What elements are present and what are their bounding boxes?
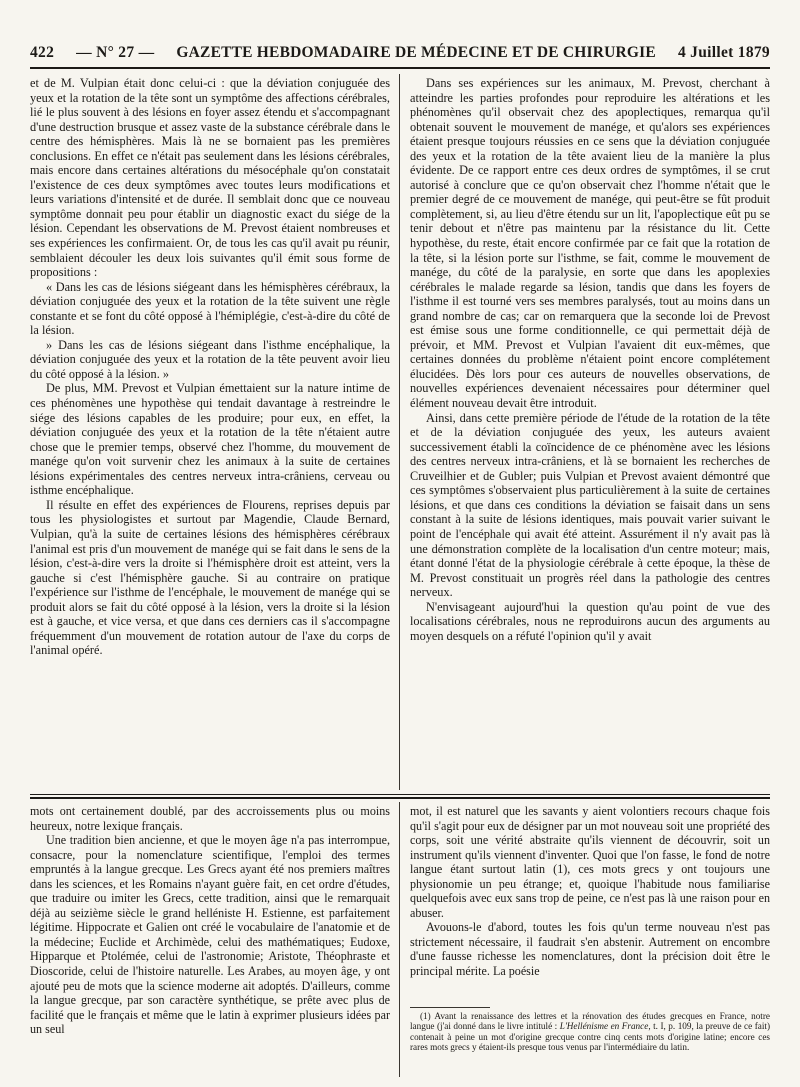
running-header xyxy=(30,44,770,64)
header-rule xyxy=(30,67,770,69)
upper-right-column xyxy=(410,76,770,788)
journal-title: GAZETTE HEBDOMADAIRE DE MÉDECINE ET DE CHIRURGIE xyxy=(176,44,656,61)
paragraph: mot, il est naturel que les savants y aient volontiers recours chaque fois qu'il s'agit pour eux de désigner par un mot nouveau soit une propriété des corps, soit une vérité abstraite qu'ils viennent de découvrir, soit un instrument qu'ils viennent d'inventer. Quoi que l'on fasse, le fond de notre langue étant surtout latin (1), ces mots grecs y ont toujours une physionomie un peu étrange; et, quoique l'habitude nous familiarise quelquefois avec eux sans trop de peine, ce n'est pas là une raison pour en abuser. xyxy=(410,804,770,920)
paragraph: Il résulte en effet des expériences de Flourens, reprises depuis par tous les physiologistes et surtout par Magendie, Claude Bernard, Vulpian, qu'à la suite de certaines lésions des hémisphères cérébraux l'animal est pris d'un mouvement de manége qui se fait dans le sens de la lésion, c'est-à-dire vers la droite si l'hémisphère droit est atteint, vers la gauche si c'est l'hémisphère gauche. Si au contraire on pratique l'expérience sur l'isthme de l'encéphale, le mouvement de manége qui se produit alors se fait du côté opposé à la lésion, vers la droite si la lésion est à gauche, et vice versa, et que dans ces derniers cas il s'accompagne fréquemment d'un mouvement de rotation autour de l'axe du corps de l'animal opéré. xyxy=(30,497,390,658)
feuilleton-rule-double xyxy=(30,797,770,799)
paragraph: et de M. Vulpian était donc celui-ci : que la déviation conjuguée des yeux et la rotation de la tête sont un symptôme des affections cérébrales, lié le plus souvent à des lésions en foyer assez étendu et s'accompagnant d'une destruction brusque et assez vaste de la substance cérébrale dans le centre des hémisphères. Mais là ne se bornaient pas les premières conclusions. En effet ce n'était pas seulement dans les lésions cérébrales, mais encore dans certaines altérations du mésocéphale qu'on constatait l'existence de ces deux symptômes avec toutes leurs modifications et leurs variations d'intensité et de durée. Il semblait donc que ce nouveau symptôme donnait peu pour établir un diagnostic exact du siége de la lésion. Cependant les observations de M. Prevost étaient nombreuses et ses expériences les confirmaient. Or, de tous les cas qu'il avait pu réunir, semblaient découler les deux lois suivantes qu'il émit sous forme de propositions : xyxy=(30,76,390,280)
paragraph: « Dans les cas de lésions siégeant dans les hémisphères cérébraux, la déviation conjuguée des yeux et la rotation de la tête suivent une règle constante et se font du côté opposé à l'hémiplégie, c'est-à-dire du côté de la lésion. xyxy=(30,279,390,338)
footnote-text-before: (1) Avant la renaissance des lettres et la rénovation des études grecques en France, notre langue (j'ai donné dans le livre intitulé : xyxy=(410,1011,770,1032)
footnote-text-after: , t. I, p. 109, la preuve de ce fait) contenait à peine un mot d'origine grecque contre cinq cents mots d'origine latine; encore ces rares mots grecs y étaient-ils presque tous venus par l'intermédiaire du latin. xyxy=(410,1021,770,1053)
footnote-book-title: L'Hellénisme en France xyxy=(559,1021,649,1032)
lower-right-column xyxy=(410,804,770,1004)
paragraph: De plus, MM. Prevost et Vulpian émettaient sur la nature intime de ces phénomènes une hypothèse qui tendait davantage à restreindre le siége des lésions capables de les produire; pour eux, en effet, la déviation conjuguée des yeux et la rotation de la tête n'étaient autre chose que le premier temps, observé chez l'homme, du mouvement de manége qu'on voit survenir chez les animaux à la suite de certaines lésions expérimentales des centres nerveux intra-crâniens, cerveau ou isthme encéphalique. xyxy=(30,381,390,498)
issue-date: 4 Juillet 1879 xyxy=(677,44,770,61)
page-number: 422 xyxy=(30,44,55,61)
paragraph: » Dans les cas de lésions siégeant dans l'isthme encéphalique, la déviation conjuguée des yeux et la rotation de la tête peuvent avoir lieu du côté opposé à la lésion. » xyxy=(30,337,390,381)
footnote-text xyxy=(410,1011,770,1053)
footnote xyxy=(410,1011,770,1075)
footnote-rule xyxy=(410,1007,490,1008)
column-separator xyxy=(399,74,400,790)
column-separator xyxy=(399,802,400,1077)
paragraph: Avouons-le d'abord, toutes les fois qu'un terme nouveau n'est pas strictement nécessaire, il faudrait s'en abstenir. Autrement on encombre d'une fausse richesse les nomenclatures, dont la précision doit être le principal mérite. La poésie xyxy=(410,920,770,979)
paragraph: mots ont certainement doublé, par des accroissements plus ou moins heureux, notre lexique français. xyxy=(30,804,390,833)
paragraph: Ainsi, dans cette première période de l'étude de la rotation de la tête et de la déviation conjuguée des yeux, les auteurs avaient successivement établi la coïncidence de ce phénomène avec les lésions des centres nerveux intra-crâniens, et là se bornaient les recherches de Cruveilhier et de Gubler; puis Vulpian et Prevost avaient démontré que ces symptômes s'observaient plus particulièrement à la suite de certaines lésions, et que dans ces conditions la déviation se faisait dans un sens constant à la suite de lésions identiques, mais pouvait varier suivant le point de l'encéphale qui avait été atteint. Assurément il n'y avait pas là une démonstration complète de la localisation d'un centre moteur; mais, étant donné l'état de la physiologie cérébrale à cette époque, la thèse de M. Prevost constituait un progrès réel dans la pathologie des centres nerveux. xyxy=(410,410,770,600)
paragraph: N'envisageant aujourd'hui la question qu'au point de vue des localisations cérébrales, nous ne reproduirons aucun des arguments au moyen desquels on a réfuté l'opinion qu'il y avait xyxy=(410,599,770,643)
lower-left-column xyxy=(30,804,390,1072)
upper-left-column xyxy=(30,76,390,788)
paragraph: Dans ses expériences sur les animaux, M. Prevost, cherchant à atteindre les parties profondes pour reproduire les altérations et les phénomènes qu'il observait chez des apoplectiques, remarqua qu'il obtenait souvent le mouvement de manége, et qu'alors ses expériences étaient presque toujours réussies en ce sens que la déviation conjuguée des yeux et la rotation de la tête avaient lieu de la manière la plus évidente. De ce rapport entre ces deux ordres de symptômes, il se crut autorisé à conclure que ce qu'on observait chez l'homme n'était que le premier degré de ce mouvement de manége, qui peut-être se fût produit complètement, si, au lieu d'être étendu sur un lit, l'apoplectique eût pu se tenir debout et n'être pas maintenu par la résistance du lit. Cette hypothèse, du reste, était encore confirmée par ce fait que la rotation de la tête, si la lésion porte sur l'isthme, se fait, comme le mouvement de manége, du côté de la paralysie, en sorte que dans les apoplexies cérébrales le malade regarde sa lésion, tandis que dans les foyers de l'isthme il est tourné vers ses membres paralysés, tout au moins dans un grand nombre de cas; car on remarquera que la seconde loi de Prevost est émise sous une forme conditionnelle, ce qui permettait déjà de prévoir, et MM. Prevost et Vulpian l'avaient dit eux-mêmes, que certaines données du problème n'étaient point encore complétement élucidées. Dès lors pour ces auteurs de nouvelles observations, de nouvelles expériences devenaient nécessaires pour déterminer quel élément nouveau devait être introduit. xyxy=(410,76,770,411)
paragraph: Une tradition bien ancienne, et que le moyen âge n'a pas interrompue, consacre, pour la nomenclature scientifique, l'emploi des termes empruntés à la langue grecque. Les Grecs ayant été nos premiers maîtres dans les sciences, et les Romains n'ayant guère fait, en cet ordre d'études, que traduire ou imiter les Grecs, cette tradition, ainsi que le remarquait déjà au seizième siècle le grand helléniste H. Estienne, est parfaitement légitime. Hippocrate et Galien ont créé le vocabulaire de l'anatomie et de la médecine; Euclide et Archimède, celui des mathématiques; Eudoxe, Hipparque et Ptolémée, celui de l'astronomie; Aristote, Théophraste et Dioscoride, celui de l'histoire naturelle. Les Arabes, au moyen âge, y ont ajouté peu de mots que la science moderne ait adoptés. D'ailleurs, comme la langue grecque, par son caractère synthétique, se prête avec plus de facilité que le français et même que le latin à exprimer plusieurs idées par un seul xyxy=(30,833,390,1037)
issue-number: — N° 27 — xyxy=(76,44,155,61)
feuilleton-rule xyxy=(30,794,770,795)
